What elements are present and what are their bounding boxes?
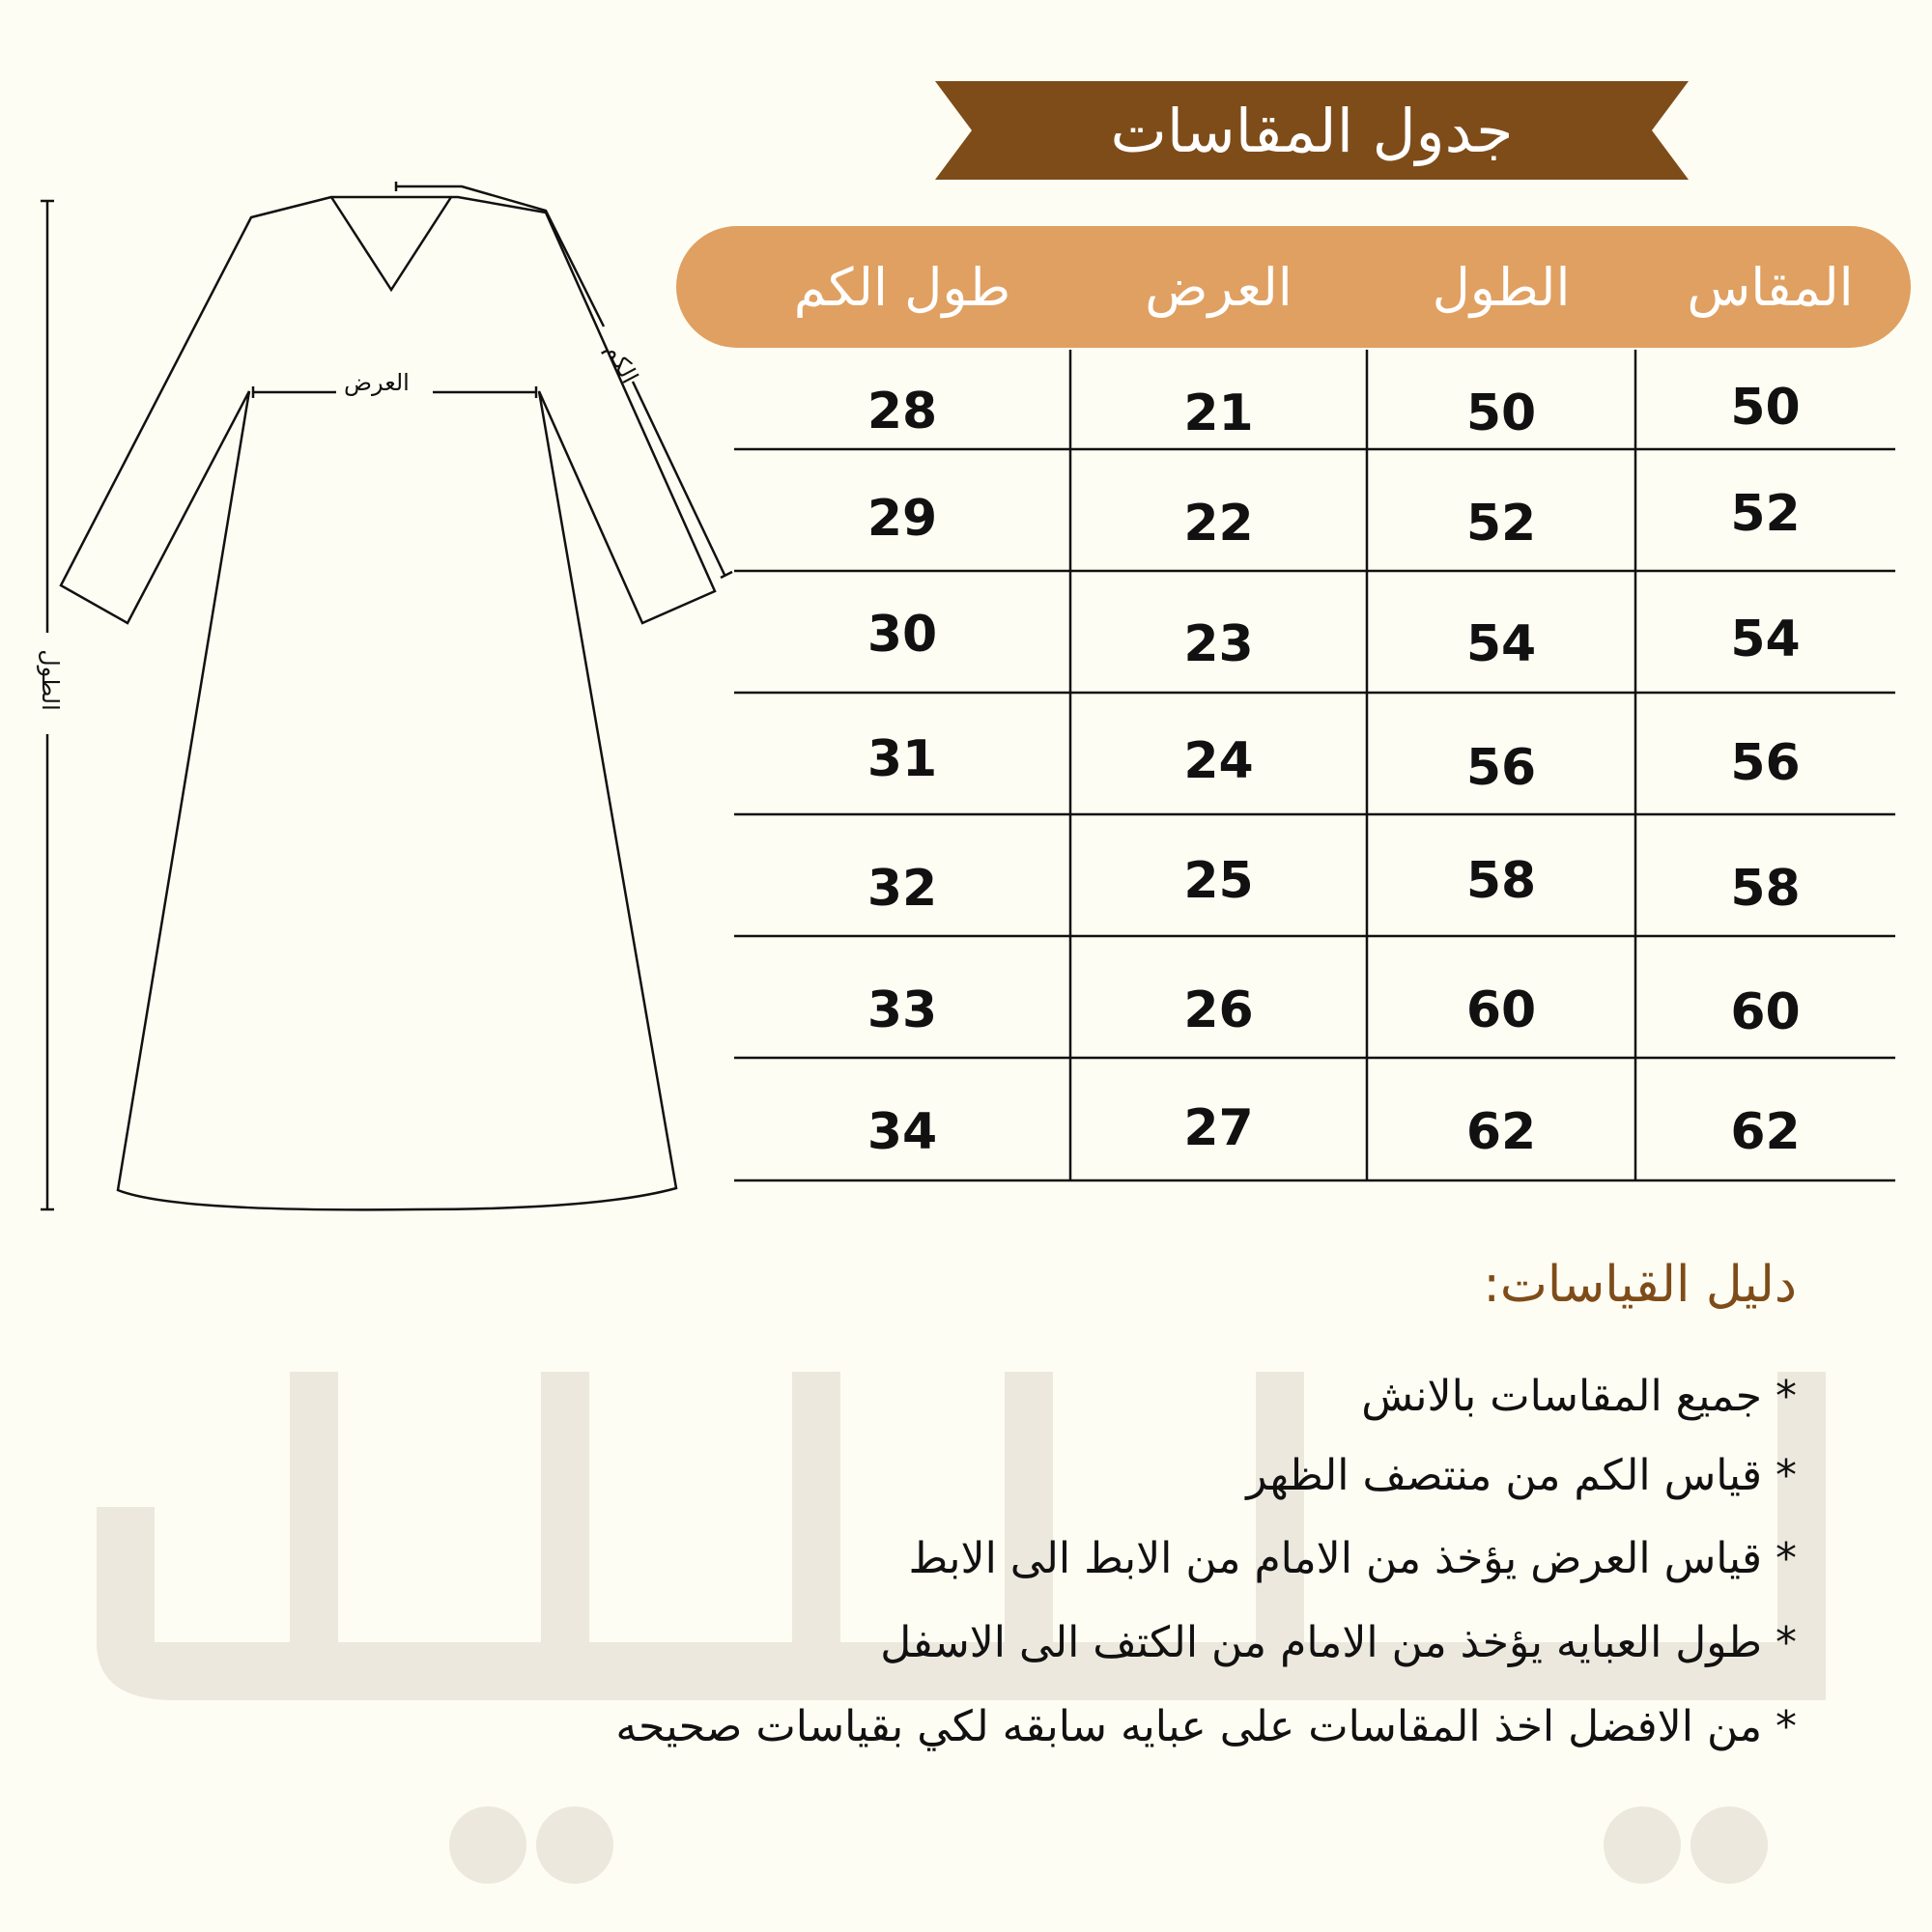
table-cell: 58: [1730, 860, 1801, 918]
table-cell: 62: [1465, 1103, 1537, 1161]
diagram-length-label: الطول: [36, 649, 64, 711]
table-cell: 62: [1730, 1103, 1801, 1161]
table-cell: 28: [867, 383, 938, 440]
table-cell: 30: [867, 606, 938, 664]
table-cell: 33: [867, 981, 938, 1039]
table-cell: 58: [1465, 852, 1537, 910]
table-cell: 50: [1465, 384, 1537, 442]
table-cell: 54: [1730, 611, 1801, 668]
table-cell: 26: [1183, 981, 1254, 1039]
diagram-width-label: العرض: [344, 369, 410, 396]
table-cell: 23: [1183, 615, 1254, 673]
header-size: المقاس: [1687, 256, 1854, 318]
header-length: الطول: [1432, 256, 1571, 318]
guide-item: * من الافضل اخذ المقاسات على عبايه سابقه لكي بقياسات صحيحه: [615, 1702, 1797, 1751]
table-cell: 32: [867, 860, 938, 918]
guide-item: * قياس العرض يؤخذ من الامام من الابط الى الابط: [908, 1534, 1797, 1583]
table-cell: 25: [1183, 852, 1254, 910]
guide-item: * جميع المقاسات بالانش: [1361, 1372, 1797, 1421]
header-sleeve: طول الكم: [793, 256, 1011, 318]
diagram-sleeve-label: الكم: [600, 338, 644, 388]
table-cell: 27: [1183, 1099, 1254, 1157]
table-cell: 29: [867, 490, 938, 548]
table-cell: 31: [867, 730, 938, 788]
table-cell: 52: [1730, 485, 1801, 543]
table-cell: 60: [1465, 981, 1537, 1039]
table-cell: 24: [1183, 732, 1254, 790]
table-cell: 60: [1730, 983, 1801, 1041]
table-cell: 54: [1465, 615, 1537, 673]
table-cell: 34: [867, 1103, 938, 1161]
guide-item: * طول العبايه يؤخذ من الامام من الكتف الى الاسفل: [880, 1618, 1797, 1667]
table-cell: 56: [1465, 739, 1537, 797]
table-cell: 50: [1730, 379, 1801, 437]
table-cell: 21: [1183, 384, 1254, 442]
table-cell: 22: [1183, 495, 1254, 553]
header-width: العرض: [1145, 256, 1293, 318]
table-cell: 52: [1465, 495, 1537, 553]
page-title: جدول المقاسات: [1110, 95, 1514, 166]
table-cell: 56: [1730, 734, 1801, 792]
guide-title: دليل القياسات:: [1483, 1256, 1797, 1314]
guide-item: * قياس الكم من منتصف الظهر: [1246, 1451, 1797, 1500]
